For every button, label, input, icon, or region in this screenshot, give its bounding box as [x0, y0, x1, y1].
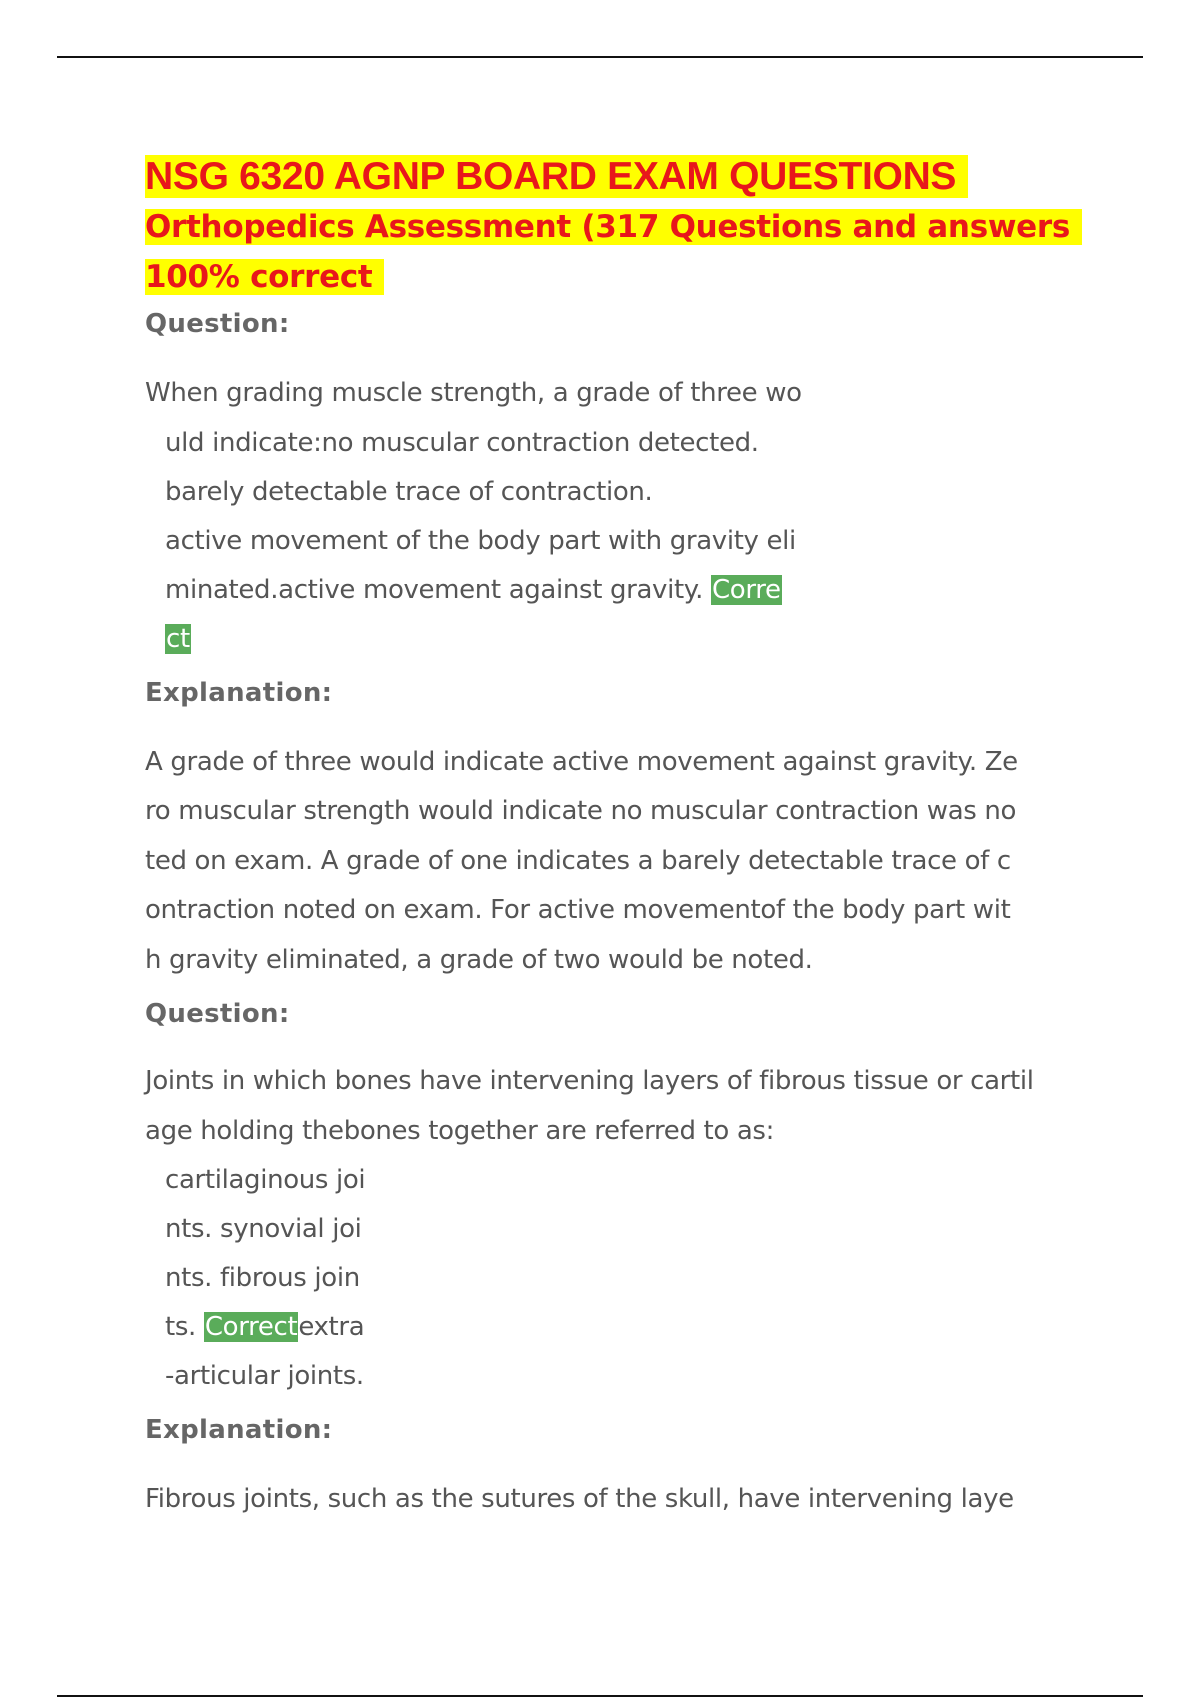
explanation-line: A grade of three would indicate active movement against gravity. Ze	[145, 746, 1018, 777]
option-line: active movement of the body part with gravity eli	[165, 525, 796, 556]
title-line-1: NSG 6320 AGNP BOARD EXAM QUESTIONS	[145, 155, 968, 198]
explanation-block-1	[145, 675, 1155, 986]
explanation-line: h gravity eliminated, a grade of two would be noted.	[145, 944, 813, 975]
top-rule	[57, 56, 1143, 58]
option-line: -articular joints.	[165, 1361, 364, 1391]
option-line: uld indicate:no muscular contraction detected.	[165, 427, 759, 458]
option-line: barely detectable trace of contraction.	[165, 476, 653, 507]
option-line	[145, 615, 1155, 664]
question-block-1	[145, 306, 1155, 664]
option-text: extra	[298, 1312, 365, 1342]
question-label: Question:	[145, 309, 290, 339]
correct-marker: Correct	[204, 1312, 298, 1342]
bottom-rule	[57, 1695, 1143, 1697]
correct-marker: Corre	[711, 574, 781, 605]
document-page	[145, 152, 1155, 1525]
answer-options	[145, 1156, 1155, 1401]
question-text: age holding thebones together are referred to as:	[145, 1115, 775, 1146]
question-label: Question:	[145, 999, 290, 1029]
question-text: When grading muscle strength, a grade of three wo	[145, 378, 802, 408]
question-text: Joints in which bones have intervening layers of fibrous tissue or cartil	[145, 1066, 1034, 1096]
title-line-2: Orthopedics Assessment (317 Questions and answers	[145, 209, 1082, 245]
question-block-2	[145, 996, 1155, 1401]
explanation-line: Fibrous joints, such as the sutures of the skull, have intervening laye	[145, 1484, 1014, 1514]
option-text: ts.	[165, 1312, 204, 1342]
document-title	[145, 152, 1155, 302]
option-line	[145, 566, 1155, 615]
explanation-label: Explanation:	[145, 1415, 333, 1445]
option-line: cartilaginous joi	[165, 1165, 366, 1195]
option-line	[145, 1303, 1155, 1352]
title-line-3: 100% correct	[145, 259, 384, 295]
explanation-label: Explanation:	[145, 677, 333, 708]
explanation-line: ted on exam. A grade of one indicates a barely detectable trace of c	[145, 845, 1011, 876]
option-line: nts. fibrous join	[165, 1263, 360, 1293]
correct-marker: ct	[166, 623, 190, 654]
explanation-line: ontraction noted on exam. For active movementof the body part wit	[145, 895, 1011, 925]
explanation-block-2	[145, 1412, 1155, 1525]
answer-options	[145, 419, 1155, 664]
option-line: nts. synovial joi	[165, 1214, 362, 1244]
explanation-line: ro muscular strength would indicate no muscular contraction was no	[145, 796, 1017, 826]
option-text: minated.active movement against gravity.	[165, 574, 711, 605]
